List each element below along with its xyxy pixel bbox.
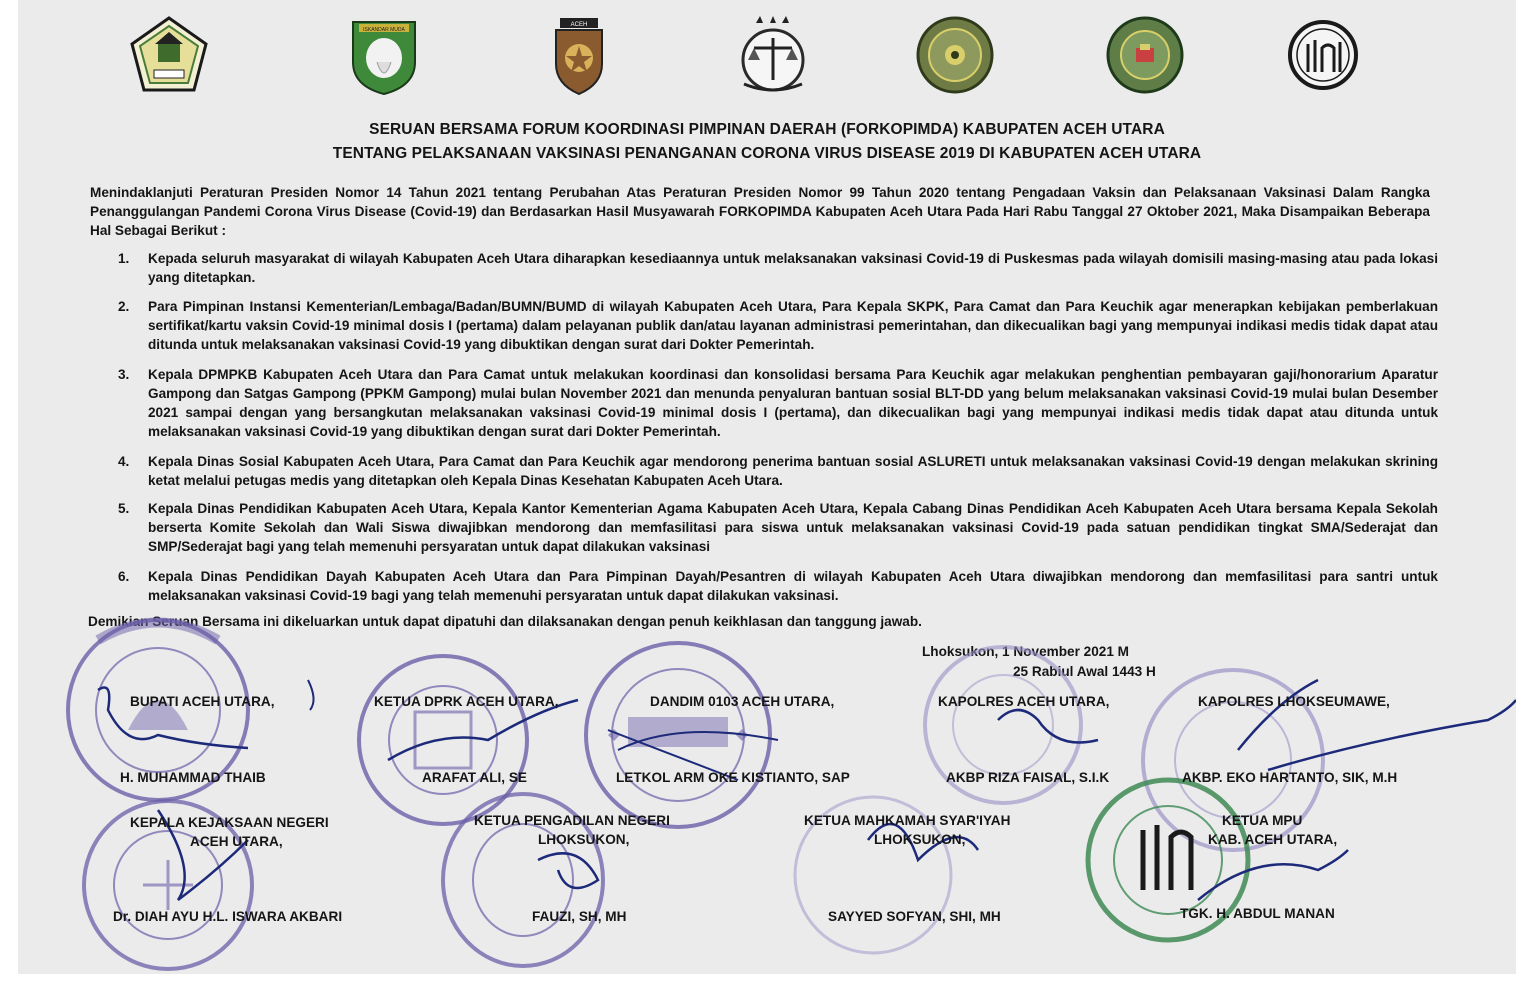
signatory-title-dprk: KETUA DPRK ACEH UTARA, — [374, 694, 559, 709]
prosecutor-logo — [732, 14, 814, 96]
document-page — [18, 0, 1516, 974]
signatory-title-mpu-1: KETUA MPU — [1222, 813, 1303, 828]
list-item-text: Para Pimpinan Instansi Kementerian/Lembaga/Badan/BUMN/BUMD di wilayah Kabupaten Aceh Utara, Para Kepala SKPK, Para Camat dan Para Keuchik agar menerapkan kebijakan pemberlakuan sertifikat/kartu vaksin Covid-19 minimal dosis I (pertama) dalam pelayanan publik dan/atau layanan administrasi pemerintahan, dan dikecualikan bagi yang mempunyai indikasi medis tidak dapat atau ditunda untuk melaksanakan vaksinasi Covid-19 yang dibuktikan dengan surat dari Dokter Pemerintah. — [148, 299, 1438, 352]
list-item-text: Kepala Dinas Sosial Kabupaten Aceh Utara, Para Camat dan Para Keuchik agar mendorong penerima bantuan sosial ASLURETI untuk melaksanakan vaksinasi Covid-19 dengan melakukan skrining ketat melalui petugas medis yang ditetapkan oleh Kepala Dinas Kesehatan Kabupaten Aceh Utara. — [148, 454, 1438, 488]
signatory-title-kapolres-au: KAPOLRES ACEH UTARA, — [938, 694, 1110, 709]
signatory-title-kapolres-lsm: KAPOLRES LHOKSEUMAWE, — [1198, 694, 1390, 709]
signatory-title-kejari-1: KEPALA KEJAKSAAN NEGERI — [130, 815, 329, 830]
signatory-title-ms-1: KETUA MAHKAMAH SYAR'IYAH — [804, 813, 1011, 828]
page-bottom-margin — [0, 974, 1536, 982]
signatory-name-ms: SAYYED SOFYAN, SHI, MH — [828, 909, 1001, 924]
kodam-iskandar-muda-logo — [343, 14, 425, 96]
signatory-name-dprk: ARAFAT ALI, SE — [422, 770, 527, 785]
date-gregorian: Lhoksukon, 1 November 2021 M — [922, 644, 1129, 659]
police-logo-text: ACEH — [570, 22, 588, 28]
list-item-number: 6. — [118, 569, 130, 584]
list-item-number: 4. — [118, 454, 130, 469]
police-logo — [538, 14, 620, 96]
ulama-council-logo — [1282, 14, 1364, 96]
syariah-court-logo — [1104, 14, 1186, 96]
document-title-line-1: SERUAN BERSAMA FORUM KOORDINASI PIMPINAN DAERAH (FORKOPIMDA) KABUPATEN ACEH UTARA — [369, 121, 1165, 138]
signatory-name-bupati: H. MUHAMMAD THAIB — [120, 770, 266, 785]
signatory-title-pn-2: LHOKSUKON, — [538, 832, 630, 847]
signatory-title-bupati: BUPATI ACEH UTARA, — [130, 694, 275, 709]
signatory-name-mpu: TGK. H. ABDUL MANAN — [1180, 906, 1335, 921]
kodam-logo-text: ISKANDAR MUDA — [363, 27, 405, 33]
signatory-title-kejari-2: ACEH UTARA, — [190, 834, 283, 849]
list-item-number: 3. — [118, 367, 130, 382]
list-item-number: 5. — [118, 501, 130, 516]
district-court-logo — [914, 14, 996, 96]
signatory-title-dandim: DANDIM 0103 ACEH UTARA, — [650, 694, 835, 709]
aceh-utara-regency-logo — [128, 14, 210, 96]
signatory-name-kejari: Dr. DIAH AYU H.L. ISWARA AKBARI — [113, 909, 343, 924]
intro-paragraph: Menindaklanjuti Peraturan Presiden Nomor 14 Tahun 2021 tentang Perubahan Atas Peraturan Presiden Nomor 99 Tahun 2020 tentang Pengadaan Vaksin dan Pelaksanaan Vaksinasi Dalam Rangka Penanggulangan Pandemi Corona Virus Disease (Covid-19) dan Berdasarkan Hasil Musyawarah FORKOPIMDA Kabupaten Aceh Utara Pada Hari Rabu Tanggal 27 Oktober 2021, Maka Disampaikan Beberapa Hal Sebagai Berikut : — [90, 185, 1430, 238]
list-item-number: 2. — [118, 299, 130, 314]
list-item-text: Kepala Dinas Pendidikan Dayah Kabupaten Aceh Utara dan Para Pimpinan Dayah/Pesantren di wilayah Kabupaten Aceh Utara diwajibkan mendorong dan memfasilitasi para santri untuk melaksanakan vaksinasi Covid-19 bagi yang telah memenuhi persyaratan untuk dapat dilakukan vaksinasi. — [148, 569, 1438, 603]
document-title-line-2: TENTANG PELAKSANAAN VAKSINASI PENANGANAN CORONA VIRUS DISEASE 2019 DI KABUPATEN ACEH UTARA — [332, 145, 1202, 162]
signatory-title-mpu-2: KAB. ACEH UTARA, — [1208, 832, 1338, 847]
signatory-title-ms-2: LHOKSUKON, — [874, 832, 966, 847]
signatory-title-pn-1: KETUA PENGADILAN NEGERI — [474, 813, 670, 828]
list-item-text: Kepada seluruh masyarakat di wilayah Kabupaten Aceh Utara diharapkan kesediaannya untuk melaksanakan vaksinasi Covid-19 di Puskesmas pada wilayah domisili masing-masing atau pada lokasi yang ditetapkan. — [148, 251, 1438, 285]
list-item-text: Kepala DPMPKB Kabupaten Aceh Utara dan Para Camat untuk melakukan koordinasi dan konsolidasi bersama Para Keuchik agar melakukan penghentian pembayaran gaji/honorarium Aparatur Gampong dan Satgas Gampong (PPKM Gampong) mulai bulan November 2021 dan menunda penyaluran bantuan sosial BLT-DD yang belum melaksanakan vaksinasi Covid-19 mulai bulan Desember 2021 sampai dengan yang bersangkutan melaksanakan vaksinasi Covid-19 minimal dosis I (pertama), dan dikecualikan bagi yang mempunyai indikasi medis tidak dapat atau ditunda untuk melaksanakan vaksinasi Covid-19 yang dibuktikan dengan surat dari Dokter Pemerintah. — [148, 367, 1438, 439]
signatory-name-pn: FAUZI, SH, MH — [532, 909, 627, 924]
closing-statement: Demikian Seruan Bersama ini dikeluarkan untuk dapat dipatuhi dan dilaksanakan dengan penuh keikhlasan dan tanggung jawab. — [88, 614, 922, 629]
list-item-number: 1. — [118, 251, 130, 266]
list-item-text: Kepala Dinas Pendidikan Kabupaten Aceh Utara, Kepala Kantor Kementerian Agama Kabupaten Aceh Utara, Kepala Cabang Dinas Pendidikan Aceh Kabupaten Aceh Utara bersama Kepala Sekolah berserta Komite Sekolah dan Wali Siswa diwajibkan mendorong dan memfasilitasi para siswa untuk melaksanakan vaksinasi Covid-19 pada satuan pendidikan tingkat SMA/Sederajat dan SMP/Sederajat bagi yang telah memenuhi persyaratan untuk dapat dilakukan vaksinasi — [148, 501, 1438, 554]
signatory-name-dandim: LETKOL ARM OKE KISTIANTO, SAP — [616, 770, 850, 785]
signatory-name-kapolres-au: AKBP RIZA FAISAL, S.I.K — [946, 770, 1110, 785]
date-hijri: 25 Rabiul Awal 1443 H — [1013, 664, 1156, 679]
signatory-name-kapolres-lsm: AKBP. EKO HARTANTO, SIK, M.H — [1182, 770, 1398, 785]
